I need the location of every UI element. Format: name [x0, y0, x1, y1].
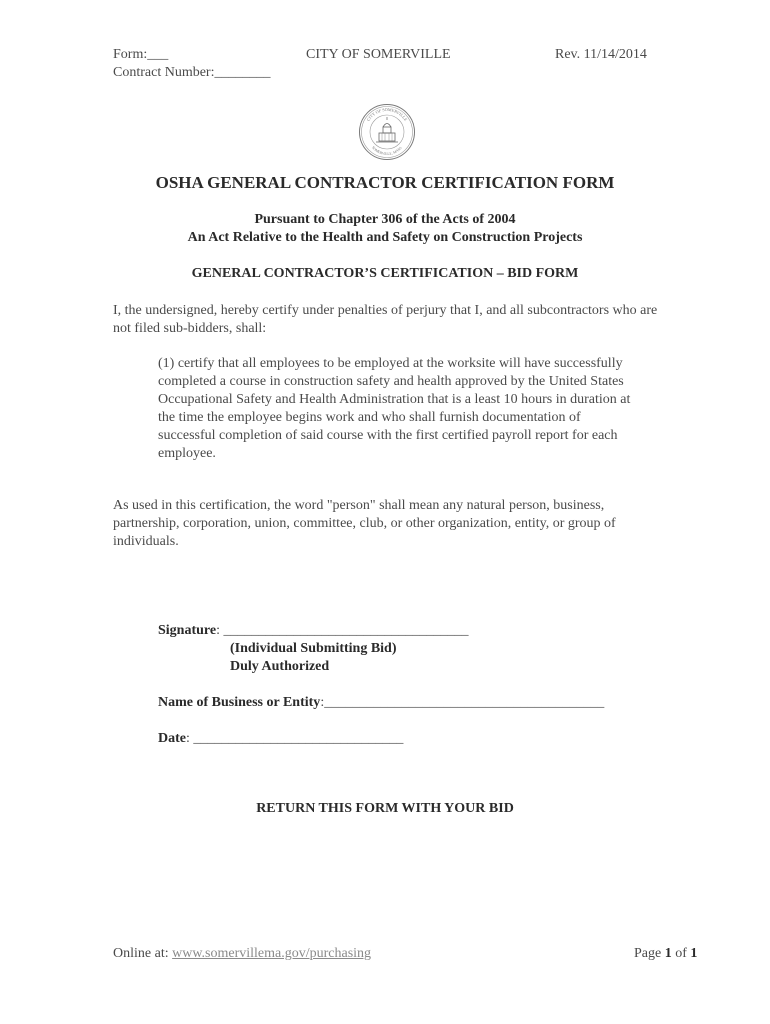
- signature-note-authorized: Duly Authorized: [230, 659, 330, 674]
- subtitle-act: An Act Relative to the Health and Safety on Construction Projects: [187, 230, 583, 245]
- signature-note-individual: (Individual Submitting Bid): [230, 641, 397, 656]
- business-name-line[interactable]: :________________________________________: [320, 695, 605, 710]
- contract-number-label: Contract Number:________: [113, 65, 271, 80]
- subtitle-chapter: Pursuant to Chapter 306 of the Acts of 2004: [254, 212, 516, 227]
- form-title: OSHA GENERAL CONTRACTOR CERTIFICATION FORM: [155, 173, 615, 192]
- business-name-row: [158, 695, 604, 711]
- signature-line[interactable]: : ___________________________________: [216, 623, 469, 638]
- page-word: Page: [634, 946, 665, 961]
- business-name-label: Name of Business or Entity: [158, 695, 321, 710]
- footer-online-label: Online at:: [113, 946, 173, 961]
- page-number: 1: [664, 946, 672, 961]
- page-total: 1: [690, 946, 698, 961]
- definition-paragraph: As used in this certification, the word "person" shall mean any natural person, business, partnership, corporation, union, committee, club, or other organization, entity, or group of individuals.: [113, 498, 616, 549]
- section-heading: GENERAL CONTRACTOR’S CERTIFICATION – BID FORM: [191, 266, 579, 281]
- of-word: of: [671, 946, 691, 961]
- form-number-label: Form:___: [113, 47, 169, 62]
- signature-row: [158, 623, 468, 639]
- return-instruction: RETURN THIS FORM WITH YOUR BID: [256, 801, 514, 816]
- city-seal-logo: [358, 103, 416, 161]
- date-label: Date: [158, 731, 186, 746]
- revision-date: Rev. 11/14/2014: [555, 47, 647, 62]
- intro-paragraph: I, the undersigned, hereby certify under penalties of perjury that I, and all subcontractors who are not filed sub-bidders, shall:: [113, 303, 658, 336]
- page-indicator: [634, 946, 697, 962]
- footer-online: [113, 946, 371, 962]
- purchasing-url-link[interactable]: www.somervillema.gov/purchasing: [172, 946, 372, 961]
- seal-bottom-text: SOMERVILLE, MASS.: [370, 145, 404, 157]
- city-name: CITY OF SOMERVILLE: [306, 47, 451, 62]
- certification-item-1: (1) certify that all employees to be employed at the worksite will have successfully completed a course in construction safety and health approved by the United States Occupational Safety and Health Administration that is a least 10 hours in duration at the time the employee begins work and who shall furnish documentation of successful completion of said course with the first certified payroll report for each employee.: [158, 356, 631, 461]
- date-row: [158, 731, 403, 747]
- signature-label: Signature: [158, 623, 217, 638]
- seal-top-text: CITY OF SOMERVILLE: [365, 106, 409, 122]
- date-line[interactable]: : ______________________________: [186, 731, 404, 746]
